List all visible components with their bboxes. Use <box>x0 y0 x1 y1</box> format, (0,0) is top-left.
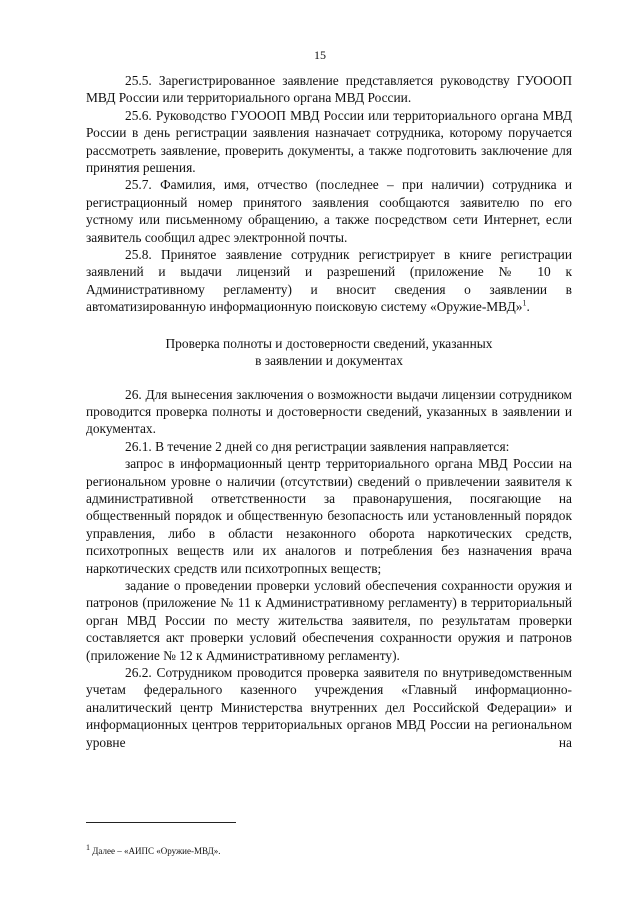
paragraph-26-1: 26.1. В течение 2 дней со дня регистрации заявления направляется: <box>125 438 510 454</box>
paragraph-25-6: 25.6. Руководство ГУОООП МВД России или территориального органа МВД России в день регистрации заявления назначает сотрудника, которому поручается рассмотреть заявление, проверить документы, а также подготовить заключение для принятия решения. <box>86 107 572 176</box>
footnote <box>86 843 221 856</box>
footnote-divider <box>86 822 236 823</box>
footnote-marker: 1 <box>86 843 90 852</box>
paragraph-26: 26. Для вынесения заключения о возможности выдачи лицензии сотрудником проводится проверка полноты и достоверности сведений, указанных в заявлении и документах. <box>86 386 572 437</box>
section-heading-line2: в заявлении и документах <box>255 353 403 369</box>
paragraph-25-8-text: 25.8. Принятое заявление сотрудник регистрирует в книге регистрации заявлений и выдачи лицензий и разрешений (приложение № 10 к Административному регламенту) и вносит сведения о заявлении в автоматизированную информационную поисковую систему «Оружие-МВД» <box>86 247 572 315</box>
paragraph-task: задание о проведении проверки условий обеспечения сохранности оружия и патронов (приложение № 11 к Административному регламенту) в территориальный орган МВД России по месту жительства заявителя, по результатам проверки составляется акт проверки условий обеспечения сохранности оружия и патронов (приложение № 12 к Административному регламенту). <box>86 577 572 663</box>
document-body <box>86 72 572 751</box>
paragraph-25-5: 25.5. Зарегистрированное заявление представляется руководству ГУОООП МВД России или территориального органа МВД России. <box>86 73 572 106</box>
section-heading <box>86 335 572 370</box>
paragraph-25-8-tail: . <box>526 299 530 315</box>
page-number: 15 <box>314 48 326 62</box>
section-heading-line1: Проверка полноты и достоверности сведений, указанных <box>165 335 493 351</box>
paragraph-26-2: 26.2. Сотрудником проводится проверка заявителя по внутриведомственным учетам федерального казенного учреждения «Главный информационно-аналитический центр Министерства внутренних дел Российской Федерации» и информационных центров территориальных органов МВД России на региональном уровне на <box>86 665 572 750</box>
paragraph-25-8 <box>86 246 572 316</box>
paragraph-25-7: 25.7. Фамилия, имя, отчество (последнее – при наличии) сотрудника и регистрационный номер принятого заявления сообщаются заявителю по его устному или письменному обращению, а также посредством сети Интернет, если заявитель сообщил адрес электронной почты. <box>86 177 572 245</box>
footnote-ref: 1 <box>522 298 527 308</box>
paragraph-request: запрос в информационный центр территориального органа МВД России на региональном уровне о наличии (отсутствии) сведений о привлечении заявителя к административной ответственности за правонарушения, посягающие на общественный порядок и общественную безопасность или установленный порядок управления, либо в области незаконного оборота наркотических средств, психотропных веществ или их аналогов и потребления без назначения врача наркотических средств или психотропных веществ; <box>86 456 572 576</box>
footnote-text: Далее – «АИПС «Оружие-МВД». <box>90 846 221 856</box>
